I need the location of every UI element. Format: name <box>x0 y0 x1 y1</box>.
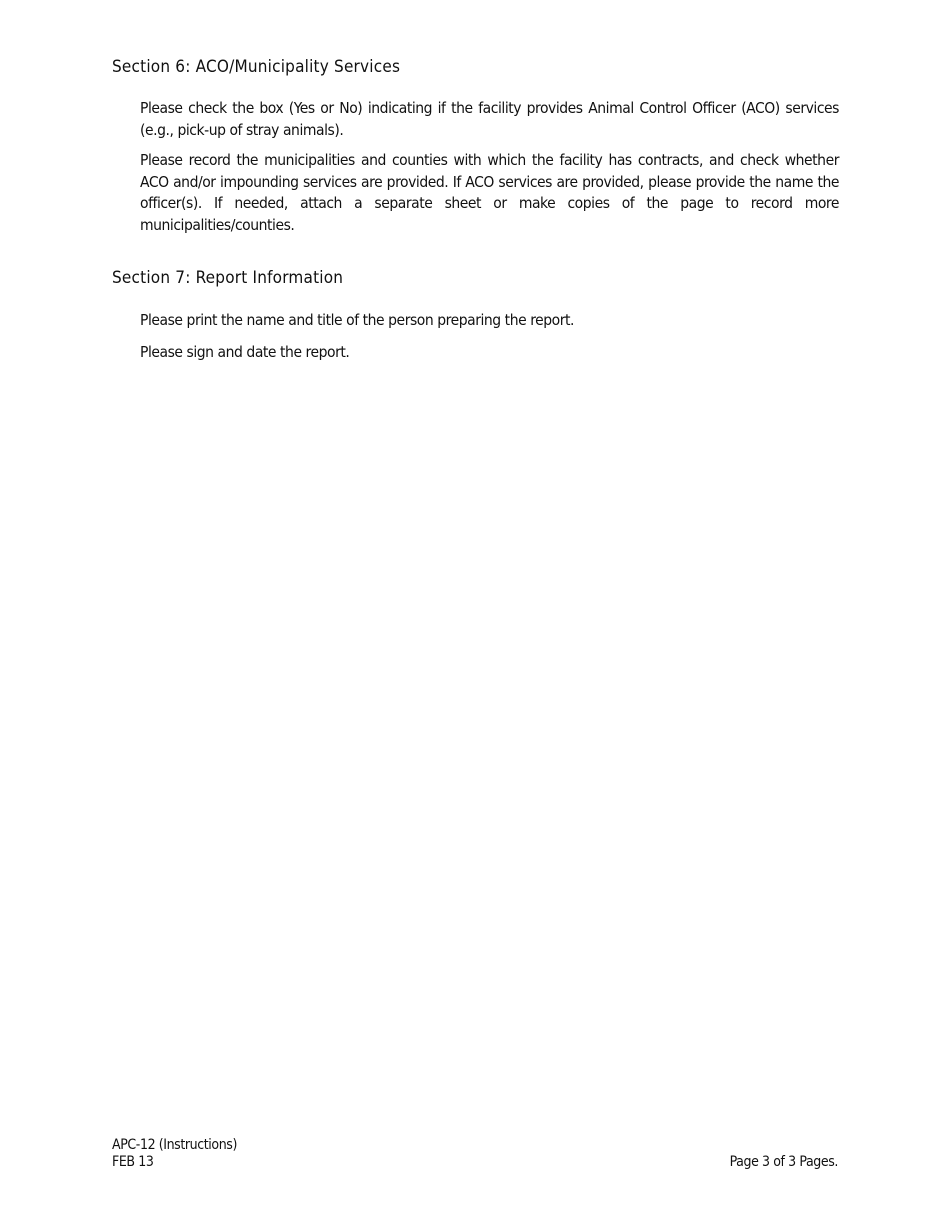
footer-form-id: APC-12 (Instructions) <box>112 1137 237 1153</box>
footer-date: FEB 13 <box>112 1154 154 1170</box>
footer-page-number: Page 3 of 3 Pages. <box>729 1154 838 1170</box>
footer-form-info <box>112 1137 237 1171</box>
section-6-paragraph-2: Please record the municipalities and counties with which the facility has contracts, and check whether ACO and/or impounding services are provided. If ACO services are provided, please provide the name the officer(s). If needed, attach a separate sheet or make copies of the page to record more municipalities/counties. <box>140 151 839 234</box>
section-6-paragraph-1: Please check the box (Yes or No) indicating if the facility provides Animal Control Officer (ACO) services (e.g., pick-up of stray animals). <box>140 99 839 139</box>
section-7 <box>112 267 839 363</box>
section-6-title: Section 6: ACO/Municipality Services <box>112 57 401 77</box>
section-7-paragraph-1: Please print the name and title of the person preparing the report. <box>140 311 575 329</box>
section-6 <box>112 56 839 236</box>
section-7-paragraph-2: Please sign and date the report. <box>140 342 350 361</box>
section-7-title: Section 7: Report Information <box>112 268 344 288</box>
